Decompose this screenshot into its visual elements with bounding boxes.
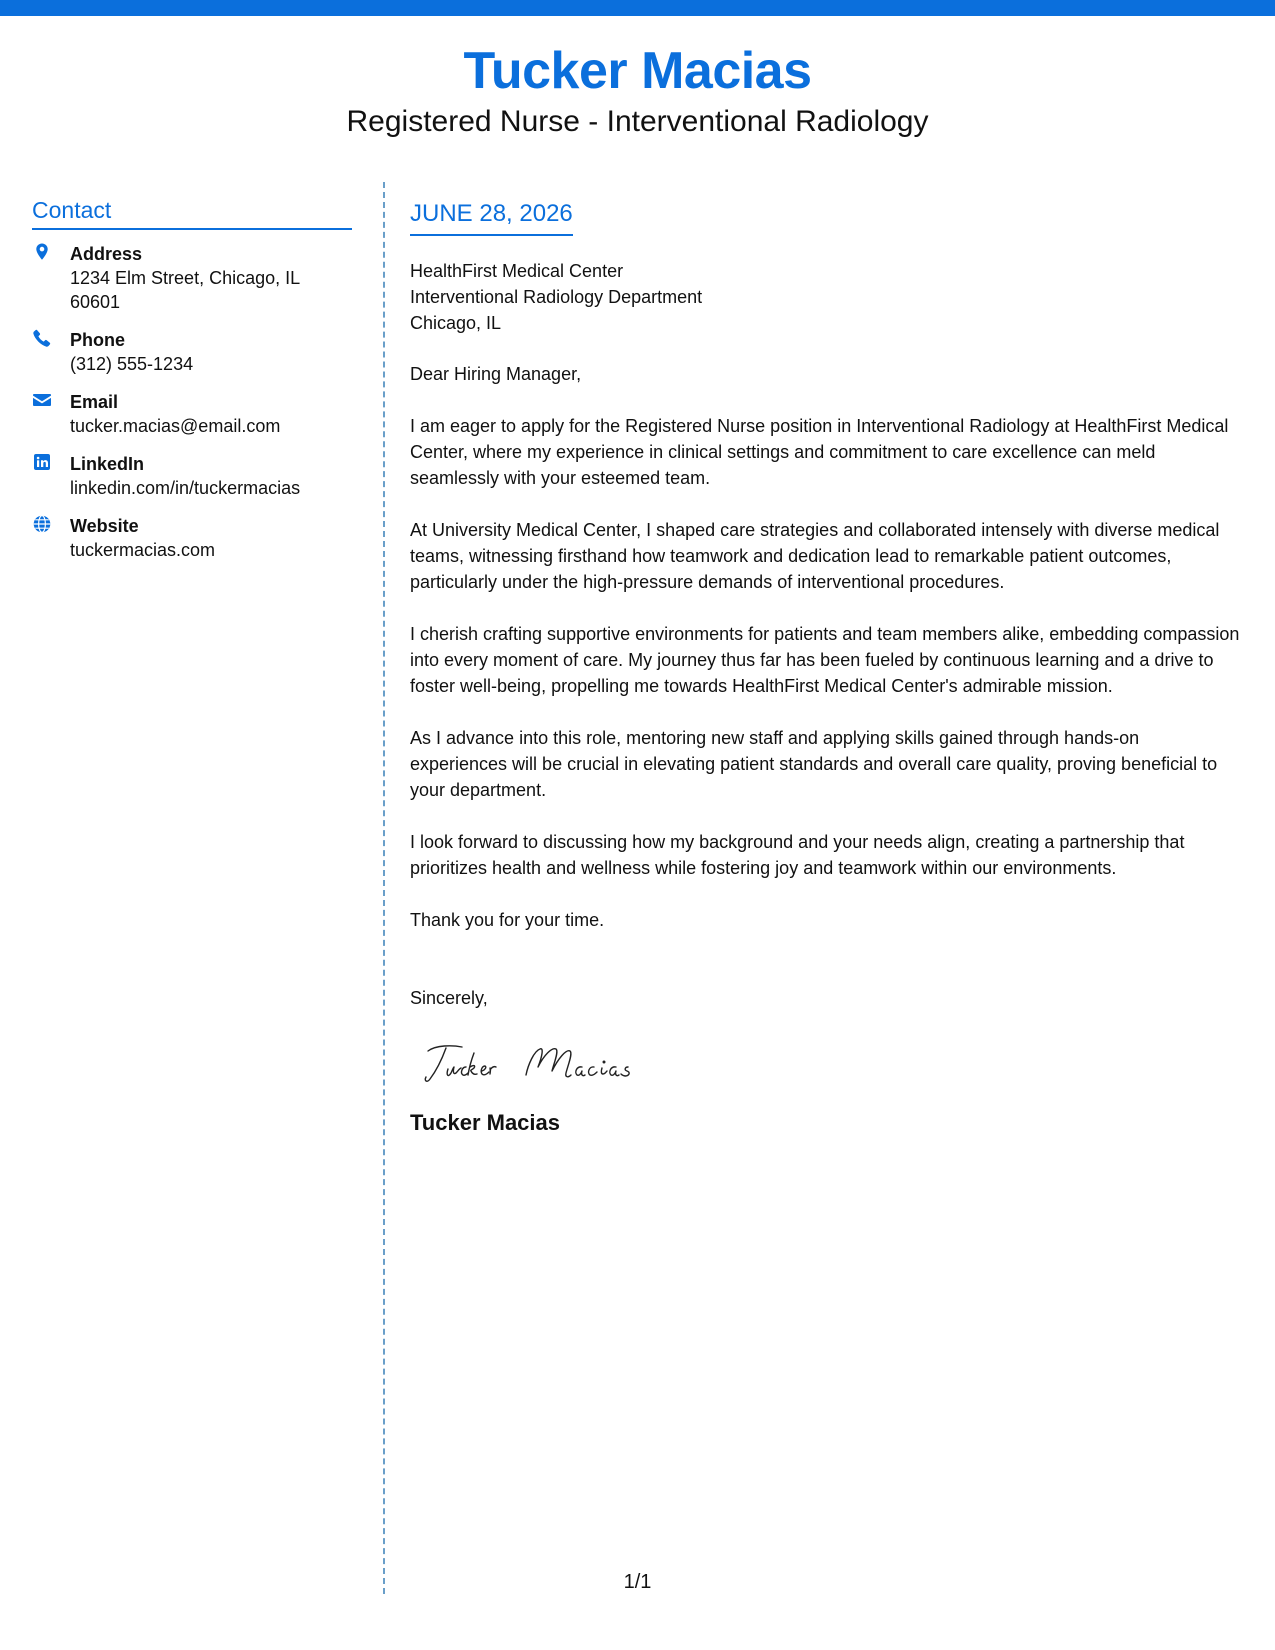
recipient-line: Interventional Radiology Department <box>410 287 703 307</box>
body-paragraph: I am eager to apply for the Registered Nurse position in Interventional Radiology at HealthFirst Medical Center, where my experience in clinical settings and commitment to care excellence can meld seamlessly with your esteemed team. <box>410 416 1229 488</box>
contact-item-email <box>32 390 352 438</box>
phone-icon <box>32 328 54 350</box>
letter-date: JUNE 28, 2026 <box>410 198 573 236</box>
header <box>0 40 1275 140</box>
contact-sidebar <box>32 196 352 576</box>
thank-you-line: Thank you for your time. <box>410 910 605 930</box>
linkedin-icon <box>32 452 54 474</box>
linkedin-label: LinkedIn <box>70 454 145 474</box>
closing: Sincerely, <box>410 988 488 1008</box>
body-paragraph: At University Medical Center, I shaped care strategies and collaborated intensely with diverse medical teams, witnessing firsthand how teamwork and dedication lead to remarkable patient outcomes, particularly under the high-pressure demands of interventional procedures. <box>410 520 1220 592</box>
email-label: Email <box>70 392 119 412</box>
map-pin-icon <box>32 242 54 264</box>
applicant-name: Tucker Macias <box>463 42 812 100</box>
body-paragraph: As I advance into this role, mentoring new staff and applying skills gained through hands-on experiences will be crucial in elevating patient standards and overall care quality, proving beneficial to your department. <box>410 728 1218 800</box>
address-value: 1234 Elm Street, Chicago, IL 60601 <box>70 268 300 312</box>
contact-item-phone <box>32 328 352 376</box>
email-value: tucker.macias@email.com <box>70 416 281 436</box>
website-value: tuckermacias.com <box>70 540 216 560</box>
contact-item-website <box>32 514 352 562</box>
recipient-line: HealthFirst Medical Center <box>410 261 624 281</box>
page-number: 1/1 <box>623 1571 652 1593</box>
handwritten-signature <box>422 1037 1240 1093</box>
job-title: Registered Nurse - Interventional Radiology <box>346 105 929 138</box>
address-label: Address <box>70 244 143 264</box>
phone-label: Phone <box>70 330 126 350</box>
linkedin-value: linkedin.com/in/tuckermacias <box>70 478 301 498</box>
greeting: Dear Hiring Manager, <box>410 364 582 384</box>
letter-body <box>410 198 1240 1137</box>
top-accent-bar <box>0 0 1275 16</box>
phone-value: (312) 555-1234 <box>70 354 194 374</box>
website-label: Website <box>70 516 139 536</box>
column-divider <box>383 182 385 1594</box>
contact-item-address <box>32 242 352 314</box>
recipient-line: Chicago, IL <box>410 313 502 333</box>
signer-name: Tucker Macias <box>410 1110 561 1135</box>
recipient-block <box>410 258 1240 336</box>
envelope-icon <box>32 390 54 412</box>
body-paragraph: I cherish crafting supportive environments for patients and team members alike, embedding compassion into every moment of care. My journey thus far has been fueled by continuous learning and a drive to foster well-being, propelling me towards HealthFirst Medical Center's admirable mission. <box>410 624 1240 696</box>
globe-icon <box>32 514 54 536</box>
contact-item-linkedin <box>32 452 352 500</box>
body-paragraph: I look forward to discussing how my background and your needs align, creating a partnership that prioritizes health and wellness while fostering joy and teamwork within our environments. <box>410 832 1185 878</box>
contact-heading: Contact <box>32 196 352 230</box>
